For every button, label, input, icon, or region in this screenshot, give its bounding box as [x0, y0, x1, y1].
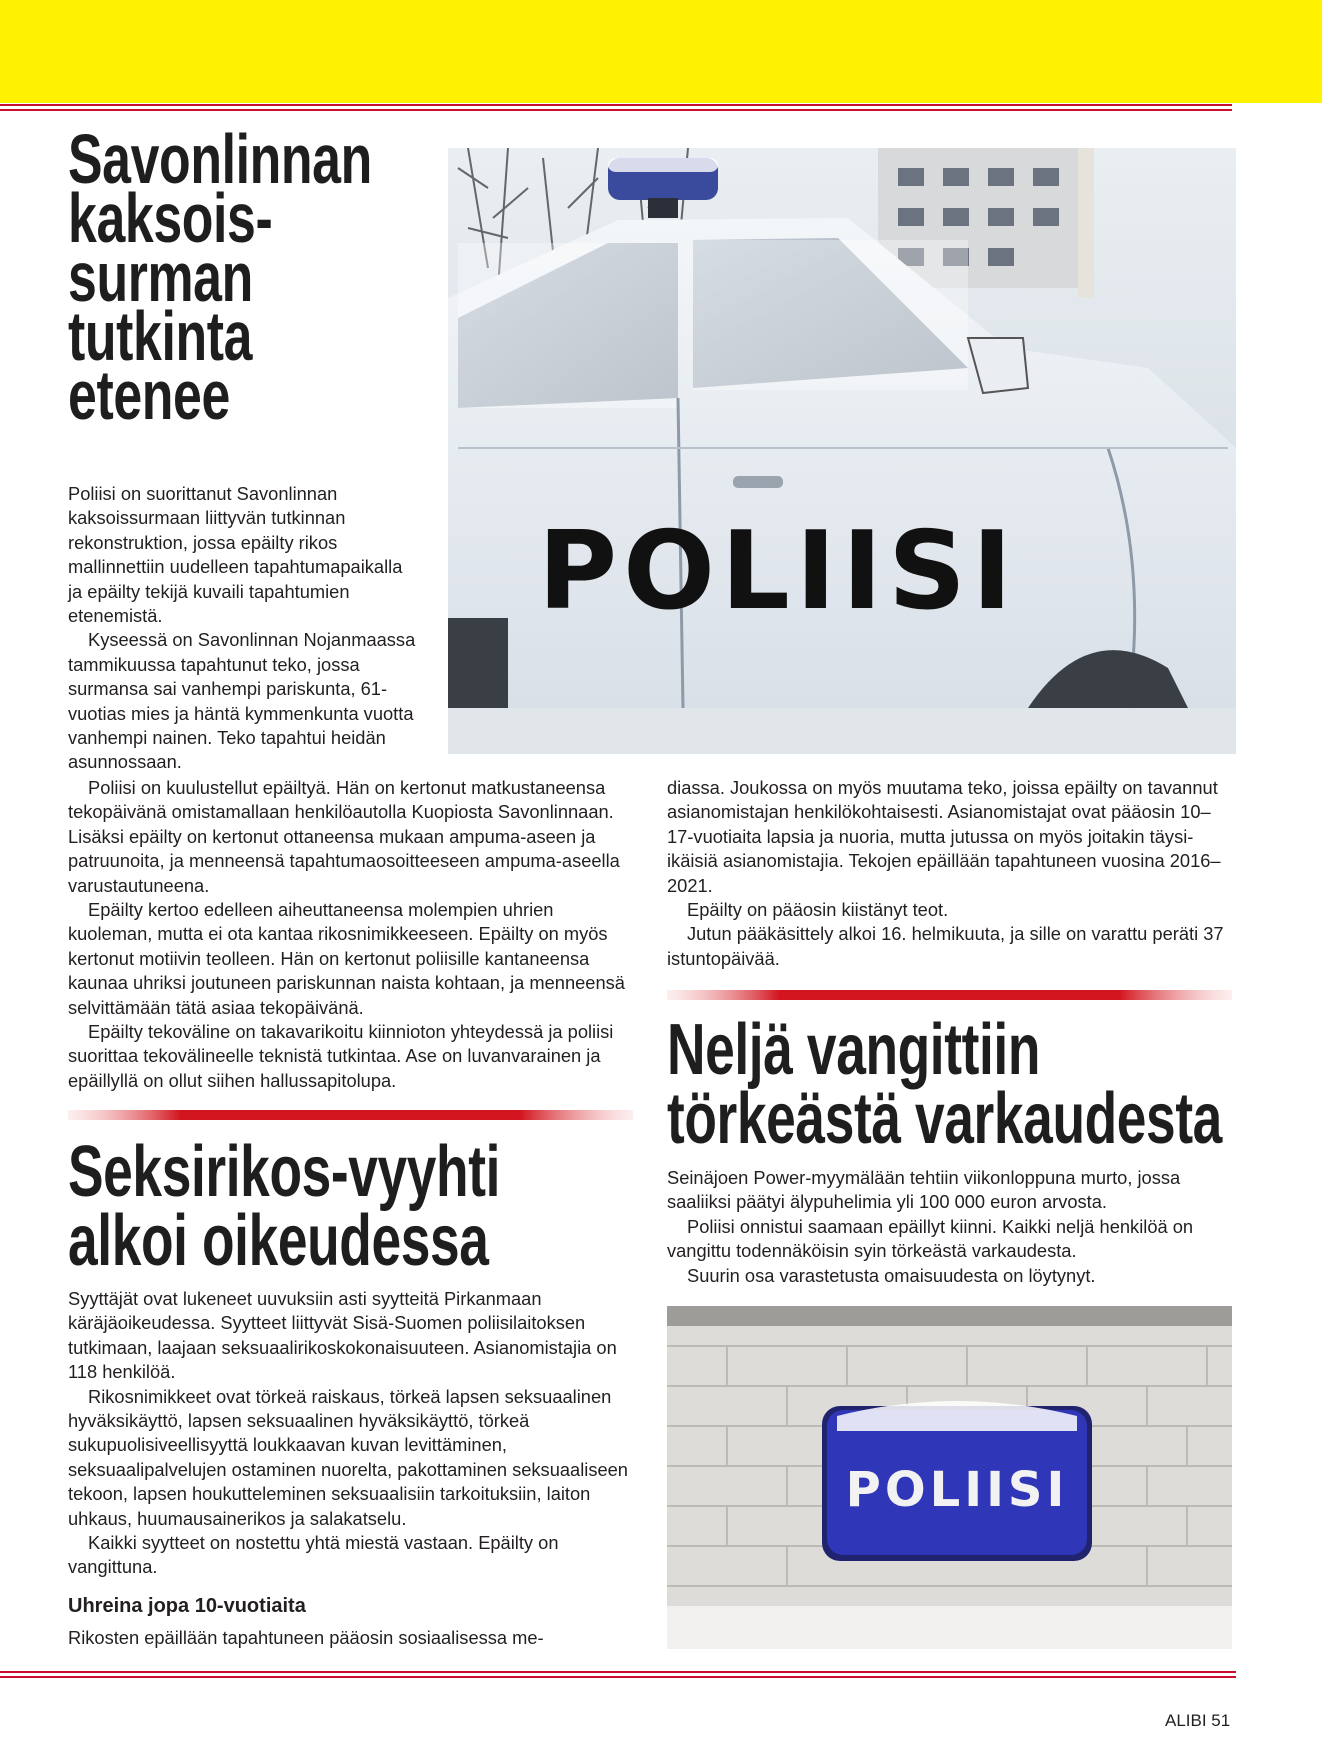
page-folio: ALIBI 51 [1165, 1711, 1231, 1730]
article3-body [667, 1166, 1232, 1288]
police-sign-illustration [667, 1306, 1232, 1649]
title-line: kaksois- [68, 179, 273, 257]
article2-body [68, 1287, 636, 1580]
article1-body-wide [68, 776, 636, 1093]
paragraph: Rikosten epäillään tapahtuneen pääosin sosiaalisessa me- [68, 1627, 544, 1648]
title-line: törkeästä varkaudesta [667, 1079, 1222, 1159]
paragraph: Rikosnimikkeet ovat törkeä raiskaus, törkeä lapsen seksuaalinen hyväksikäyttö, lapsen seksuaalinen hyväksikäyttö, törkeä sukupuolisiveellisyyttä loukkaavan kuvan levittäminen, seksuaalipalvelujen ostaminen nuorelta, pakottaminen seksuaaliseen tekoon, lapsen houkutteleminen seksuaalisiin tarkoituksiin, laiton uhkaus, huumausainerikos ja salakatselu. [68, 1385, 628, 1529]
title-line: alkoi oikeudessa [68, 1201, 489, 1281]
paragraph: Seinäjoen Power-myymälään tehtiin viikonloppuna murto, jossa saaliiksi päätyi älypuhelimia yli 100 000 euron arvosta. [667, 1167, 1181, 1213]
paragraph: Suurin osa varastetusta omaisuudesta on löytynyt. [687, 1264, 1096, 1286]
header-band [0, 0, 1322, 103]
separator-rule [667, 990, 1232, 1000]
paragraph: Syyttäjät ovat lukeneet uuvuksiin asti syytteitä Pirkanmaan käräjäoikeudessa. Syytteet liittyvät Sisä-Suomen poliisilaitoksen tutkimaan, laajaan seksuaalirikoskokonaisuuteen. Asianomistajia on 118 henkilöä. [68, 1288, 617, 1383]
article1-title [68, 120, 372, 434]
title-line: Seksirikos-vyyhti [68, 1132, 501, 1212]
police-car-illustration [448, 148, 1236, 754]
car-lettering: POLIISI [538, 509, 1019, 634]
title-line: etenee [68, 356, 230, 434]
paragraph: Epäilty on pääosin kiistänyt teot. [687, 899, 949, 921]
article1-body-narrow [68, 482, 420, 775]
paragraph: Epäilty tekoväline on takavarikoitu kiinnioton yhteydessä ja poliisi suorittaa tekovälineelle teknistä tutkintaa. Ase on luvanvarainen ja epäillyllä on ollut siihen hallussapitolupa. [68, 1021, 614, 1091]
paragraph: Poliisi on kuulustellut epäiltyä. Hän on kertonut matkustaneensa tekopäivänä omistamallaan henkilöautolla Kuopiosta Savonlinnaan. Lisäksi epäilty on kertonut ottaneensa mukaan ampuma-aseen ja patruunoita, ja menneensä tapahtumaosoitteeseen ampuma-aseella varustautuneena. [68, 777, 620, 896]
article2-title [68, 1132, 501, 1281]
title-line: Savonlinnan [68, 120, 372, 198]
title-line: Neljä vangittiin [667, 1010, 1041, 1090]
sign-lettering: POLIISI [845, 1462, 1069, 1518]
paragraph: diassa. Joukossa on myös muutama teko, joissa epäilty on tavannut asianomistajan henkilökohtaisesti. Asianomistajat ovat pääosin 10–17-vuotiaita lapsia ja nuoria, mutta jutussa on myös joitakin täysi-ikäisiä asianomistajia. Tekojen epäillään tapahtuneen vuosina 2016–2021. [667, 777, 1221, 896]
article3-title [667, 1010, 1222, 1159]
title-line: surman [68, 238, 253, 316]
article2-subheading: Uhreina jopa 10-vuotiaita [68, 1595, 306, 1617]
title-line: tutkinta [68, 297, 253, 375]
paragraph: Poliisi onnistui saamaan epäillyt kiinni. Kaikki neljä henkilöä on vangittu todennäköisin syin törkeästä varkaudesta. [667, 1215, 1194, 1262]
article2-sub-body [68, 1626, 636, 1650]
police-car-photo [448, 148, 1236, 754]
paragraph: Epäilty kertoo edelleen aiheuttaneensa molempien uhrien kuoleman, mutta ei ota kantaa rikosnimikkeeseen. Epäilty on myös kertonut motiivin teolleen. Hän on kertonut poliisille kantaneensa kaunaa uhriksi joutuneen pariskunnan naista kohtaan, ja menneensä selvittämään tätä asiaa tekopäivänä. [68, 899, 625, 1018]
footer-rule [0, 1671, 1236, 1678]
paragraph: Kaikki syytteet on nostettu yhtä miestä vastaan. Epäilty on vangittuna. [68, 1532, 559, 1578]
header-rule [0, 104, 1232, 111]
police-sign-photo [667, 1306, 1232, 1649]
paragraph: Poliisi on suorittanut Savonlinnan kaksoissurmaan liittyvän tutkinnan rekonstruktion, jossa epäilty rikos mallinnettiin uudelleen tapahtumapaikalla ja epäilty tekijä kuvaili tapahtumien etenemistä. [68, 483, 403, 627]
paragraph: Kyseessä on Savonlinnan Nojanmaassa tammikuussa tapahtunut teko, jossa surmansa sai vanhempi pariskunta, 61-vuotias mies ja häntä kymmenkunta vuotta vanhempi nainen. Teko tapahtui heidän asunnossaan. [68, 629, 416, 773]
article2-continued [667, 776, 1232, 971]
separator-rule [68, 1110, 633, 1120]
paragraph: Jutun pääkäsittely alkoi 16. helmikuuta, ja sille on varattu peräti 37 istuntopäivää. [667, 923, 1224, 969]
